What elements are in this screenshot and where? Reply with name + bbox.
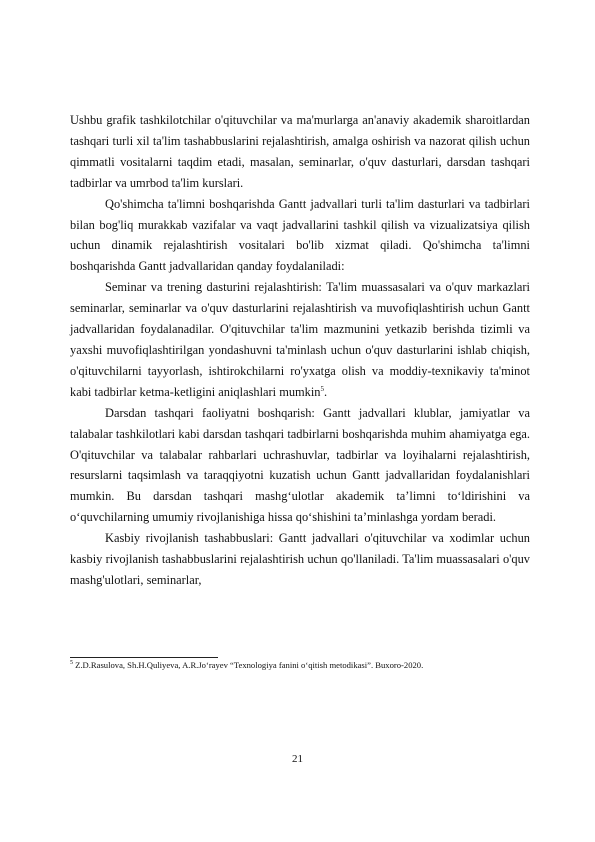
footnote-reference: 5: [320, 384, 324, 393]
footnote-divider: [70, 657, 218, 658]
paragraph-extracurricular: Darsdan tashqari faoliyatni boshqarish: Gantt jadvallari klublar, jamiyatlar va talabalar tashkilotlari kabi darsdan tashqari tadbirlarni boshqarishda muhim ahamiyatga ega. O'qituvchilar va talabalar rahbarlari uchrashuvlar, tadbirlar va loyihalarni rejalashtirish, resurslarni taqsimlash va taraqqiyotni kuzatish uchun Gantt jadvallaridan foydalanishlari mumkin. Bu darsdan tashqari mashg‘ulotlar akademik ta’limni to‘ldirishini va o‘quvchilarning umumiy rivojlanishiga hissa qo‘shishini ta’minlashga yordam beradi.: [70, 405, 530, 525]
footnote: [70, 660, 540, 671]
paragraph-seminar-planning: [70, 277, 530, 402]
page-number: 21: [292, 753, 303, 765]
paragraph-intro: Ushbu grafik tashkilotchilar o'qituvchilar va ma'murlarga an'anaviy akademik sharoitlardan tashqari turli xil ta'lim tashabbuslarini rejalashtirish, amalga oshirish va nazorat qilish uchun qimmatli vositalarni taqdim etadi, masalan, seminarlar, o'quv dasturlari, darsdan tashqari tadbirlar va umrbod ta'lim kurslari.: [70, 113, 530, 190]
paragraph-seminar-text: Seminar va trening dasturini rejalashtirish: Ta'lim muassasalari va o'quv markazlari seminarlar, seminarlar va o'quv dasturlarini rejalashtirish va muvofiqlashtirish uchun Gantt jadvallaridan foydalanadilar. O'qituvchilar ta'lim mazmunini yetkazib berishda tizimli va yaxshi muvofiqlashtirilgan yondashuvni ta'minlash uchun o'quv dasturlarini ishlab chiqish, o'qituvchilarni tayyorlash, ishtirokchilarni ro'yxatga olish va moddiy-texnikaviy ta'minot kabi tadbirlar ketma-ketligini aniqlashlari mumkin: [70, 280, 530, 399]
page-body: [70, 110, 530, 591]
footnote-text: Z.D.Rasulova, Sh.H.Quliyeva, A.R.Jo‘rayev “Texnologiya fanini o‘qitish metodikasi”. Buxoro-2020.: [73, 660, 424, 670]
footnote-number: 5: [70, 660, 73, 667]
paragraph-seminar-suffix: .: [324, 384, 328, 399]
paragraph-gantt-overview: Qo'shimcha ta'limni boshqarishda Gantt jadvallari turli ta'lim dasturlari va tadbirlari bilan bog'liq murakkab vazifalar va vaqt jadvallarini tashkil qilish va vizualizatsiya qilish uchun dinamik rejalashtirish vositalari bo'lib xizmat qiladi. Qo'shimcha ta'limni boshqarishda Gantt jadvallaridan qanday foydalaniladi:: [70, 196, 530, 274]
paragraph-professional-development: Kasbiy rivojlanish tashabbuslari: Gantt jadvallari o'qituvchilar va xodimlar uchun kasbiy rivojlanish tashabbuslarini rejalashtirish uchun qo'llaniladi. Ta'lim muassasalari o'quv mashg'ulotlari, seminarlar,: [70, 531, 530, 587]
